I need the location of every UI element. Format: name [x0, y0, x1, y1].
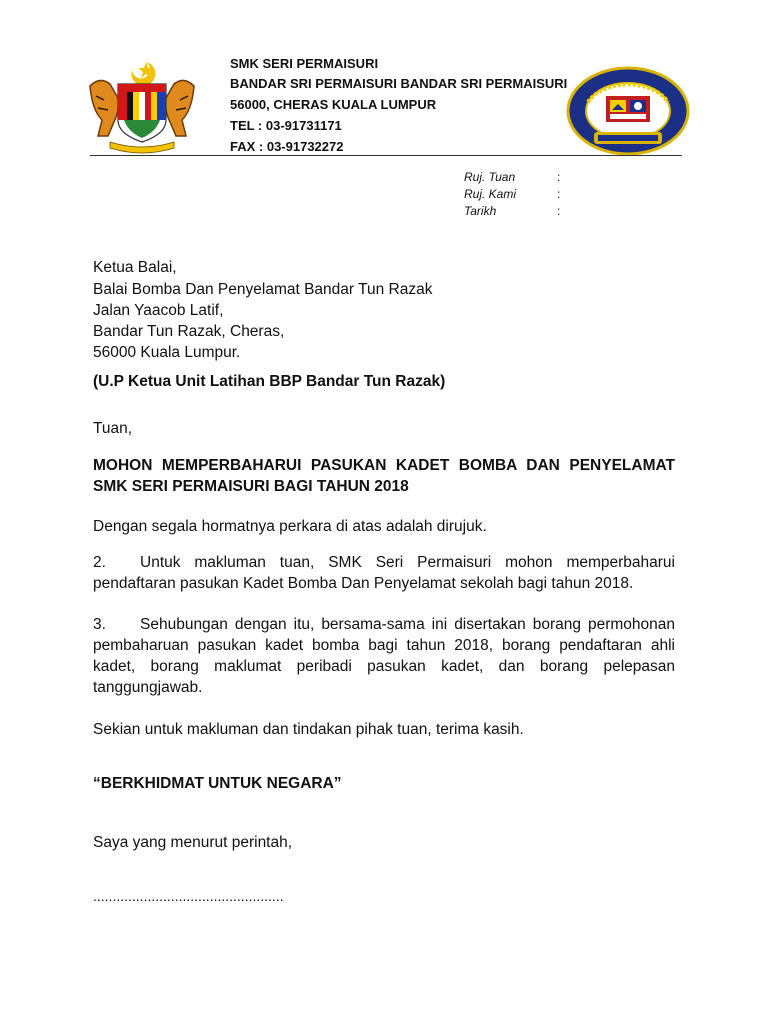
ruj-kami-label: Ruj. Kami [464, 187, 517, 201]
motto: “BERKHIDMAT UNTUK NEGARA” [93, 775, 342, 792]
school-crest-icon [566, 66, 690, 156]
recipient-line5: 56000 Kuala Lumpur. [93, 344, 241, 361]
salutation: Tuan, [93, 420, 133, 437]
ruj-tuan-label: Ruj. Tuan [464, 170, 516, 184]
recipient-line1: Ketua Balai, [93, 259, 177, 276]
paragraph-1: Dengan segala hormatnya perkara di atas adalah dirujuk. [93, 518, 487, 535]
paragraph-2-number: 2. [93, 554, 106, 571]
malaysia-coat-of-arms-icon [84, 56, 200, 156]
tarikh-colon: : [557, 204, 561, 218]
ruj-tuan-colon: : [557, 170, 561, 184]
paragraph-2-text: Untuk makluman tuan, SMK Seri Permaisuri mohon memperbaharui pendaftaran pasukan Kadet Bomba Dan Penyelamat sekolah bagi tahun 2018. [93, 554, 675, 592]
paragraph-3-number: 3. [93, 616, 106, 633]
recipient-line3: Jalan Yaacob Latif, [93, 302, 224, 319]
recipient-line4: Bandar Tun Razak, Cheras, [93, 323, 285, 340]
school-address-line2: 56000, CHERAS KUALA LUMPUR [230, 97, 437, 112]
attention-line: (U.P Ketua Unit Latihan BBP Bandar Tun Razak) [93, 373, 446, 390]
paragraph-3 [93, 614, 675, 698]
signature-line: ................................................. [93, 888, 284, 904]
letter-subject: MOHON MEMPERBAHARUI PASUKAN KADET BOMBA DAN PENYELAMAT SMK SERI PERMAISURI BAGI TAHUN 2018 [93, 457, 675, 495]
sign-off: Saya yang menurut perintah, [93, 834, 293, 851]
school-fax: FAX : 03-91732272 [230, 139, 344, 154]
letterhead-divider [90, 155, 682, 156]
ruj-kami-colon: : [557, 187, 561, 201]
recipient-line2: Balai Bomba Dan Penyelamat Bandar Tun Razak [93, 281, 433, 298]
school-telephone: TEL : 03-91731171 [230, 118, 342, 133]
tarikh-label: Tarikh [464, 204, 497, 218]
paragraph-3-text: Sehubungan dengan itu, bersama-sama ini disertakan borang permohonan pembaharuan pasukan kadet bomba bagi tahun 2018, borang pendaftaran ahli kadet, borang maklumat peribadi pasukan kadet, dan borang pelepasan tanggungjawab. [93, 616, 675, 696]
school-name: SMK SERI PERMAISURI [230, 56, 379, 71]
paragraph-2 [93, 552, 675, 594]
school-address-line1: BANDAR SRI PERMAISURI BANDAR SRI PERMAISURI [230, 76, 568, 91]
closing-paragraph: Sekian untuk makluman dan tindakan pihak tuan, terima kasih. [93, 721, 524, 738]
